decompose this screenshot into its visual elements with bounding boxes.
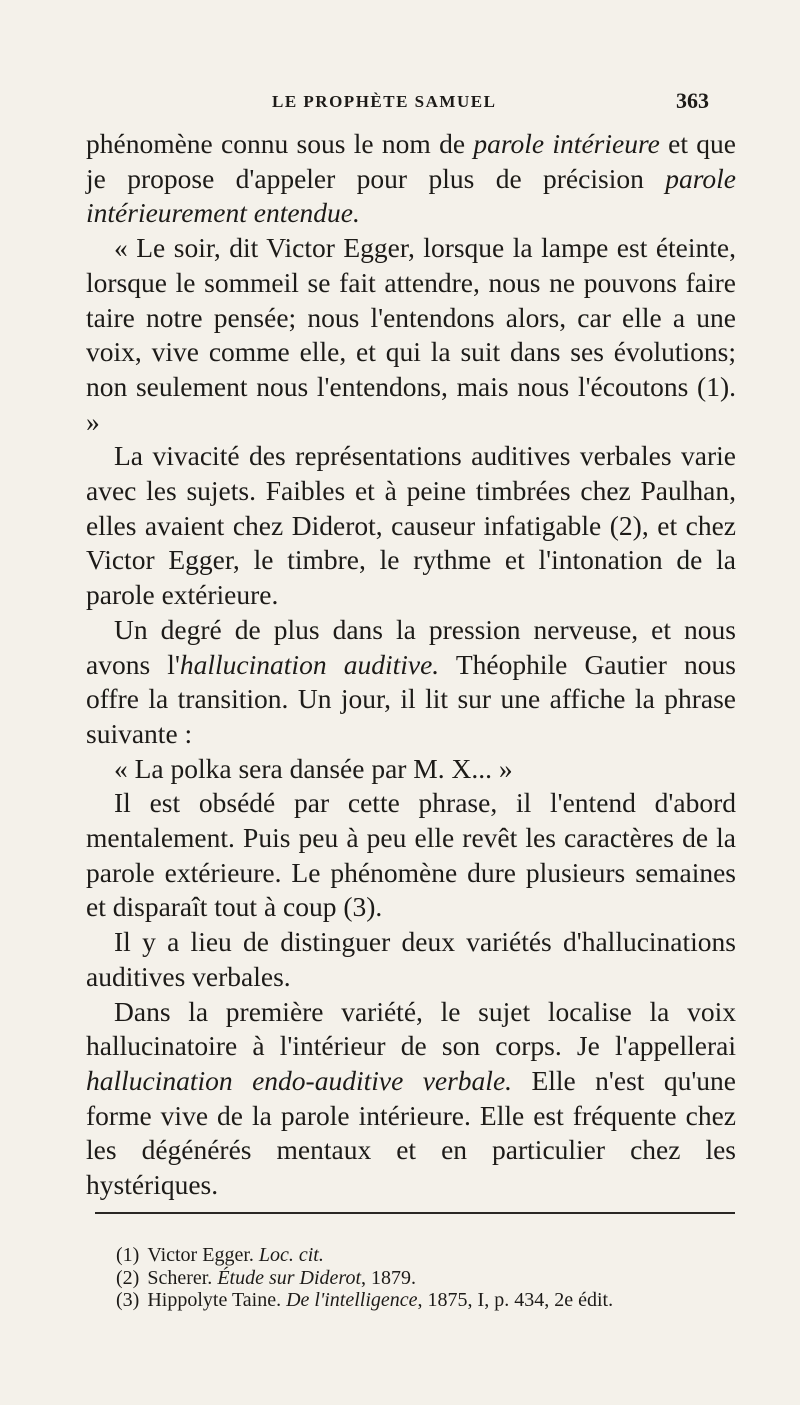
text-span: Elle n'est qu'une forme vive de la parole intérieure. Elle est fréquente chez les dégénérés mentaux et en particulier chez les hystériques. (86, 1064, 736, 1201)
footnote-divider (95, 1212, 735, 1214)
text-span: « La polka sera dansée par M. X... » (114, 752, 513, 784)
text-span: Dans la première variété, le sujet localise la voix hallucinatoire à l'intérieur de son corps. Je l'appellerai (86, 995, 736, 1062)
italic-text: hallucination endo-auditive verbale. (86, 1064, 513, 1096)
footnote-text (147, 1244, 324, 1267)
text-span: « Le soir, dit Victor Egger, lorsque la lampe est éteinte, lorsque le sommeil se fait attendre, nous ne pouvons faire taire notre pensée; nous l'entendons alors, car elle a une voix, vive comme elle, et qui la suit dans ses évolutions; non seulement nous l'entendons, mais nous l'écoutons (1). » (86, 232, 736, 437)
text-span: Un degré de plus dans la pression nerveuse, et nous avons l' (86, 613, 736, 680)
footnote (116, 1244, 746, 1267)
paragraph (86, 127, 736, 231)
footnote-marker: (1) (116, 1244, 140, 1266)
footnote (116, 1289, 746, 1312)
text-span: Théophile Gautier nous offre la transition. Un jour, il lit sur une affiche la phrase suivante : (86, 648, 736, 749)
paragraph (86, 752, 736, 787)
text-span: , 1879. (361, 1266, 417, 1289)
paragraph (86, 231, 736, 439)
footnote-text (147, 1267, 416, 1290)
footnote (116, 1267, 746, 1290)
text-span: Il y a lieu de distinguer deux variétés d'hallucinations auditives verbales. (86, 926, 736, 992)
text-span: La vivacité des représentations auditives verbales varie avec les sujets. Faibles et à peine timbrées chez Paulhan, elles avaient chez Diderot, causeur infatigable (2), et chez Victor Egger, le timbre, le rythme et l'intonation de la parole extérieure. (86, 440, 736, 611)
text-span: Il est obsédé par cette phrase, il l'entend d'abord mentalement. Puis peu à peu elle revêt les caractères de la parole extérieure. Le phénomène dure plusieurs semaines et disparaît tout à coup (3). (86, 787, 736, 923)
italic-text: hallucination auditive. (179, 648, 440, 680)
footnote-marker: (2) (116, 1266, 140, 1289)
footnote-marker: (3) (116, 1289, 140, 1311)
paragraph (86, 925, 736, 994)
text-span: Scherer. (147, 1266, 218, 1289)
italic-text: Loc. cit. (258, 1244, 324, 1266)
paragraph (86, 786, 736, 925)
text-span: , 1875, I, p. 434, 2e édit. (417, 1289, 614, 1311)
footnotes (116, 1244, 746, 1312)
italic-text: parole intérieure (473, 128, 660, 159)
text-span: Victor Egger. (147, 1244, 259, 1266)
paragraph (86, 613, 736, 752)
page-header (0, 88, 800, 118)
italic-text: parole intérieurement entendue. (86, 162, 736, 229)
italic-text: Étude sur Diderot (217, 1266, 362, 1289)
text-span: et que je propose d'appeler pour plus de précision (86, 128, 736, 194)
footnote-text (147, 1289, 613, 1312)
body-text (86, 127, 736, 1203)
italic-text: De l'intelligence (286, 1289, 418, 1311)
paragraph (86, 995, 736, 1203)
text-span: Hippolyte Taine. (147, 1289, 287, 1311)
text-span: phénomène connu sous le nom de (86, 128, 474, 159)
paragraph (86, 439, 736, 613)
page-number: 363 (676, 88, 709, 113)
running-title: LE PROPHÈTE SAMUEL (272, 92, 497, 111)
